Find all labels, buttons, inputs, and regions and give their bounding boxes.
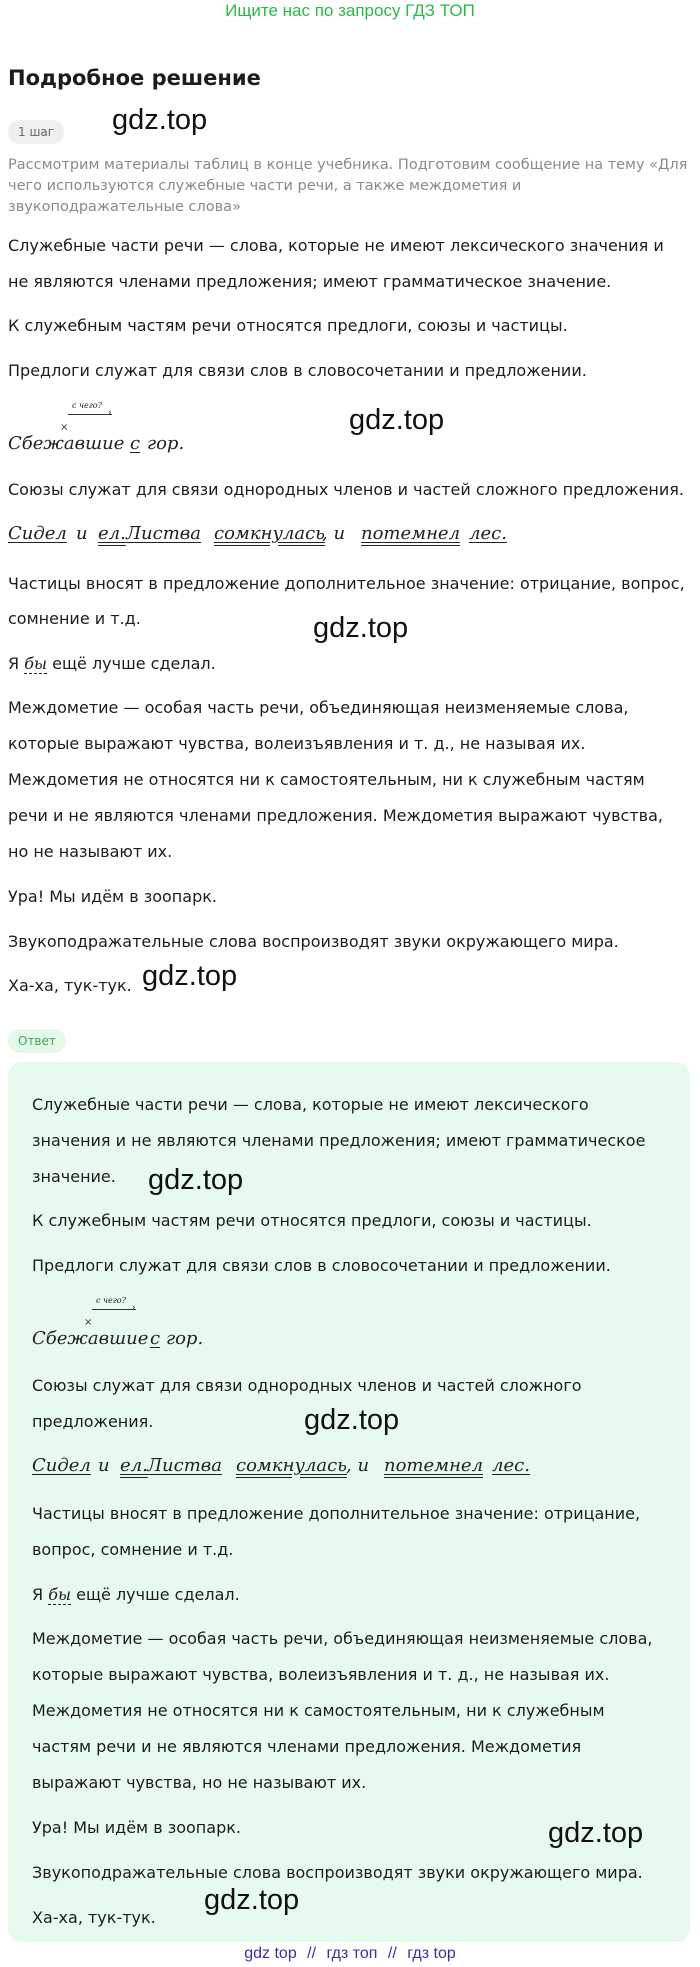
cross-mark-icon: × (84, 1317, 93, 1328)
example-word: ещё лучше сделал. (76, 1585, 240, 1604)
example-word: Я (8, 654, 20, 673)
example-word: Сидел (8, 523, 67, 544)
watermark: gdz.top (112, 104, 208, 136)
arrow-head-icon: › (108, 408, 112, 418)
cross-mark-icon: × (60, 422, 69, 433)
watermark: gdz.top (148, 1164, 244, 1196)
solution-text: Ура! Мы идём в зоопарк. (8, 887, 217, 906)
example-word: потемнел (361, 523, 461, 544)
solution-text: которые выражают чувства, волеизъявления и т. д., не называя их. (8, 734, 586, 753)
solution-text: Звукоподражательные слова воспроизводят звуки окружающего мира. (8, 932, 619, 951)
solution-text: речи и не являются членами предложения. Междометия выражают чувства, (8, 806, 663, 825)
solution-text: Частицы вносят в предложение дополнительное значение: отрицание, вопрос, (8, 574, 685, 593)
solution-text: сомнение и т.д. (8, 609, 141, 628)
example-word: сомкнулась (236, 1455, 347, 1476)
footer-link[interactable]: gdz top (244, 1945, 297, 1962)
intro-text: Рассмотрим материалы таблиц в конце учебника. Подготовим сообщение на тему «Для чего используются служебные части речи, а также междометия и звукоподражательные слова» (8, 157, 688, 215)
example-word: и (76, 523, 88, 544)
footer-separator: // (307, 1945, 317, 1962)
answer-text: частям речи и не являются членами предложения. Междометия (32, 1737, 582, 1756)
example-word: лес. (469, 523, 507, 544)
solution-text: Служебные части речи — слова, которые не имеют лексического значения и (8, 236, 664, 255)
watermark: gdz.top (349, 404, 445, 436)
answer-text: значения и не являются членами предложения; имеют грамматическое (32, 1131, 646, 1150)
arrow-line (68, 414, 112, 415)
answer-text: вопрос, сомнение и т.д. (32, 1540, 234, 1559)
answer-text: выражают чувства, но не называют их. (32, 1773, 367, 1792)
example-word: Листва (126, 523, 201, 544)
example-word: , и (322, 523, 346, 544)
answer-text: Союзы служат для связи однородных членов и частей сложного (32, 1376, 582, 1395)
arrow-head-icon: › (132, 1303, 136, 1313)
example-word: Листва (147, 1455, 222, 1476)
example-word: гор. (166, 1328, 204, 1349)
answer-text: Служебные части речи — слова, которые не имеют лексического (32, 1095, 589, 1114)
example-word: Сидел (32, 1455, 91, 1476)
example-word: ел. (98, 523, 126, 544)
watermark: gdz.top (142, 960, 238, 992)
solution-text: не являются членами предложения; имеют грамматическое значение. (8, 272, 612, 291)
example-word: и (98, 1455, 110, 1476)
footer-links (0, 1943, 700, 1965)
watermark: gdz.top (204, 1884, 300, 1916)
example-word: сомкнулась (214, 523, 325, 544)
answer-text: Звукоподражательные слова воспроизводят звуки окружающего мира. (32, 1863, 643, 1882)
solution-text: но не называют их. (8, 842, 173, 861)
answer-example-particle (32, 1577, 240, 1613)
watermark: gdz.top (304, 1404, 400, 1436)
example-word-particle: бы (48, 1585, 72, 1604)
footer-link[interactable]: гдз топ (326, 1945, 378, 1962)
page-title: Подробное решение (8, 66, 261, 90)
watermark: gdz.top (548, 1817, 644, 1849)
solution-text: Ха-ха, тук-тук. (8, 976, 132, 995)
example-word: Я (32, 1585, 44, 1604)
solution-text: Союзы служат для связи однородных членов и частей сложного предложения. (8, 480, 684, 499)
solution-text: Междометие — особая часть речи, объединяющая неизменяемые слова, (8, 698, 629, 717)
example-word: , и (346, 1455, 370, 1476)
answer-text: Ха-ха, тук-тук. (32, 1908, 156, 1927)
example-word-preposition: с (130, 433, 141, 454)
answer-text: Междометие — особая часть речи, объединяющая неизменяемые слова, (32, 1629, 653, 1648)
answer-text: значение. (32, 1167, 116, 1186)
footer-link[interactable]: гдз top (407, 1945, 456, 1962)
example-particle (8, 646, 216, 682)
example-word: ещё лучше сделал. (52, 654, 216, 673)
question-note: с чего? (72, 401, 102, 410)
answer-text: Ура! Мы идём в зоопарк. (32, 1818, 241, 1837)
step-badge: 1 шаг (8, 120, 64, 144)
example-word: потемнел (384, 1455, 484, 1476)
example-word: лес. (492, 1455, 530, 1476)
answer-text: которые выражают чувства, волеизъявления и т. д., не называя их. (32, 1665, 610, 1684)
example-word: ел. (120, 1455, 148, 1476)
solution-text: Предлоги служат для связи слов в словосочетании и предложении. (8, 361, 587, 380)
example-word-preposition: с (150, 1328, 161, 1349)
answer-text: предложения. (32, 1412, 154, 1431)
solution-text: К служебным частям речи относятся предлоги, союзы и частицы. (8, 316, 568, 335)
footer-separator: // (387, 1945, 397, 1962)
answer-text: Междометия не относятся ни к самостоятельным, ни к служебным (32, 1701, 605, 1720)
answer-text: К служебным частям речи относятся предлоги, союзы и частицы. (32, 1211, 592, 1230)
example-word: Сбежавшие (8, 433, 125, 454)
solution-text: Междометия не относятся ни к самостоятельным, ни к служебным частям (8, 770, 645, 789)
search-hint-link[interactable]: Ищите нас по запросу ГДЗ ТОП (225, 1, 475, 20)
example-word: Сбежавшие (32, 1328, 149, 1349)
question-note: с чего? (96, 1296, 126, 1305)
example-word-particle: бы (24, 654, 48, 673)
answer-badge: Ответ (8, 1029, 66, 1053)
answer-text: Предлоги служат для связи слов в словосочетании и предложении. (32, 1256, 611, 1275)
example-word: гор. (147, 433, 185, 454)
arrow-line (92, 1309, 136, 1310)
answer-text: Частицы вносят в предложение дополнительное значение: отрицание, (32, 1504, 641, 1523)
watermark: gdz.top (313, 612, 409, 644)
